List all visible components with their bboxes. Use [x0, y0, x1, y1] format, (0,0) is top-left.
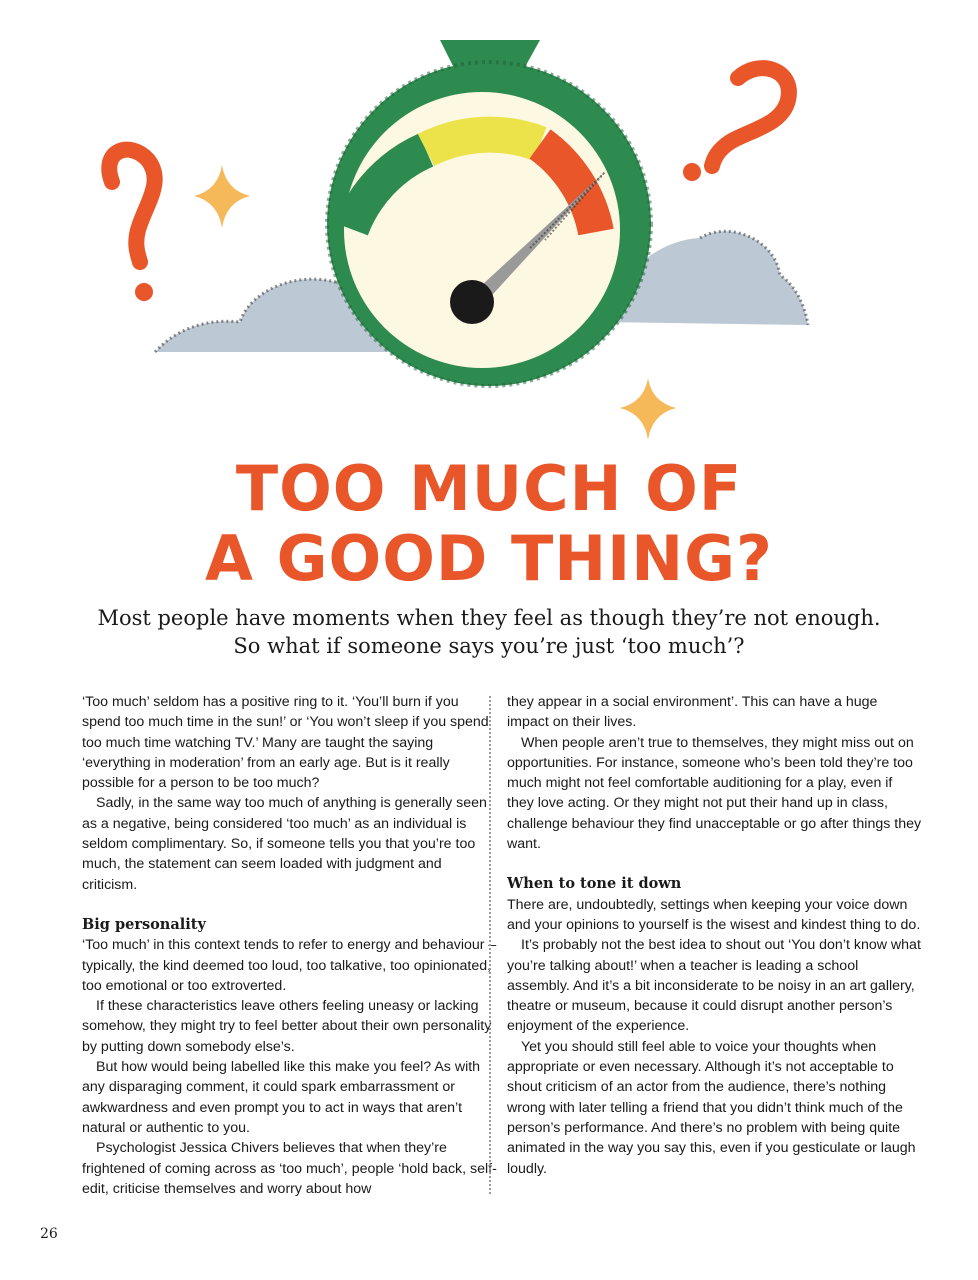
section-heading: Big personality: [82, 915, 206, 933]
paragraph: There are, undoubtedly, settings when keeping your voice down and your opinions to yourself is the wisest and kindest thing to do.: [507, 896, 921, 933]
section-heading: When to tone it down: [507, 875, 682, 893]
page-number: 26: [40, 1226, 58, 1242]
subtitle-line-2: So what if someone says you’re just ‘too much’?: [233, 634, 745, 658]
article-column-right: [507, 692, 922, 1179]
title-line-1: TOO MUCH OF: [235, 452, 743, 525]
paragraph: Yet you should still feel able to voice your thoughts when appropriate or even necessary. Although it’s not acceptable to shout criticism of an actor from the audience, there’s nothing wrong with later telling a friend that you didn’t think much of the person’s performance. And there’s no problem with being quite animated in the way you say this, even if you gesticulate or laugh loudly.: [507, 1038, 916, 1177]
paragraph: It’s probably not the best idea to shout out ‘You don’t know what you’re talking about!’ when a teacher is leading a school assembly. And it’s a bit inconsiderate to be noisy in an art gallery, theatre or museum, because it could disrupt another person’s enjoyment of the experience.: [507, 937, 921, 1035]
paragraph: Sadly, in the same way too much of anything is generally seen as a negative, being considered ‘too much’ as an individual is seldom complimentary. So, if someone tells you that you’re too much, the statement can seem loaded with judgment and criticism.: [82, 795, 487, 893]
article-column-left: [82, 692, 497, 1199]
subtitle-line-1: Most people have moments when they feel as though they’re not enough.: [97, 606, 881, 630]
paragraph: ‘Too much’ in this context tends to refer to energy and behaviour – typically, the kind deemed too loud, too talkative, too opinionated, too emotional or too extroverted.: [82, 937, 497, 994]
paragraph: they appear in a social environment’. This can have a huge impact on their lives.: [507, 694, 878, 731]
paragraph: But how would being labelled like this make you feel? As with any disparaging comment, it could spark embarrassment or awkwardness and even prompt you to act in ways that aren’t natural or authentic to you.: [82, 1059, 481, 1136]
paragraph: If these characteristics leave others feeling uneasy or lacking somehow, they might try to feel better about their own personality by putting down somebody else’s.: [82, 998, 492, 1055]
question-mark-dot: [135, 283, 153, 301]
question-mark-dot: [683, 163, 701, 181]
paragraph: ‘Too much’ seldom has a positive ring to it. ‘You’ll burn if you spend too much time in the sun!’ or ‘You won’t sleep if you spend too much time watching TV.’ Many are taught the saying ‘everything in moderation’ from an early age. But is it really possible for a person to be too much?: [82, 694, 489, 792]
sparkle-icon: [620, 378, 676, 440]
title-line-2: A GOOD THING?: [205, 522, 773, 595]
sparkle-icon: [194, 165, 250, 228]
question-mark-icon: [712, 68, 789, 166]
stopwatch-illustration: [0, 0, 978, 450]
question-mark-icon: [109, 150, 154, 262]
column-divider: [489, 696, 491, 1194]
paragraph: When people aren’t true to themselves, they might miss out on opportunities. For instance, someone who’s been told they’re too much might not feel comfortable auditioning for a play, even if they love acting. Or they might not put their hand up in class, challenge behaviour they find unacceptable or go after things they want.: [507, 734, 922, 853]
paragraph: Psychologist Jessica Chivers believes that when they’re frightened of coming across as ‘too much’, people ‘hold back, self-edit, criticise themselves and worry about how: [82, 1140, 497, 1197]
stopwatch-gauge-icon: [327, 40, 651, 386]
